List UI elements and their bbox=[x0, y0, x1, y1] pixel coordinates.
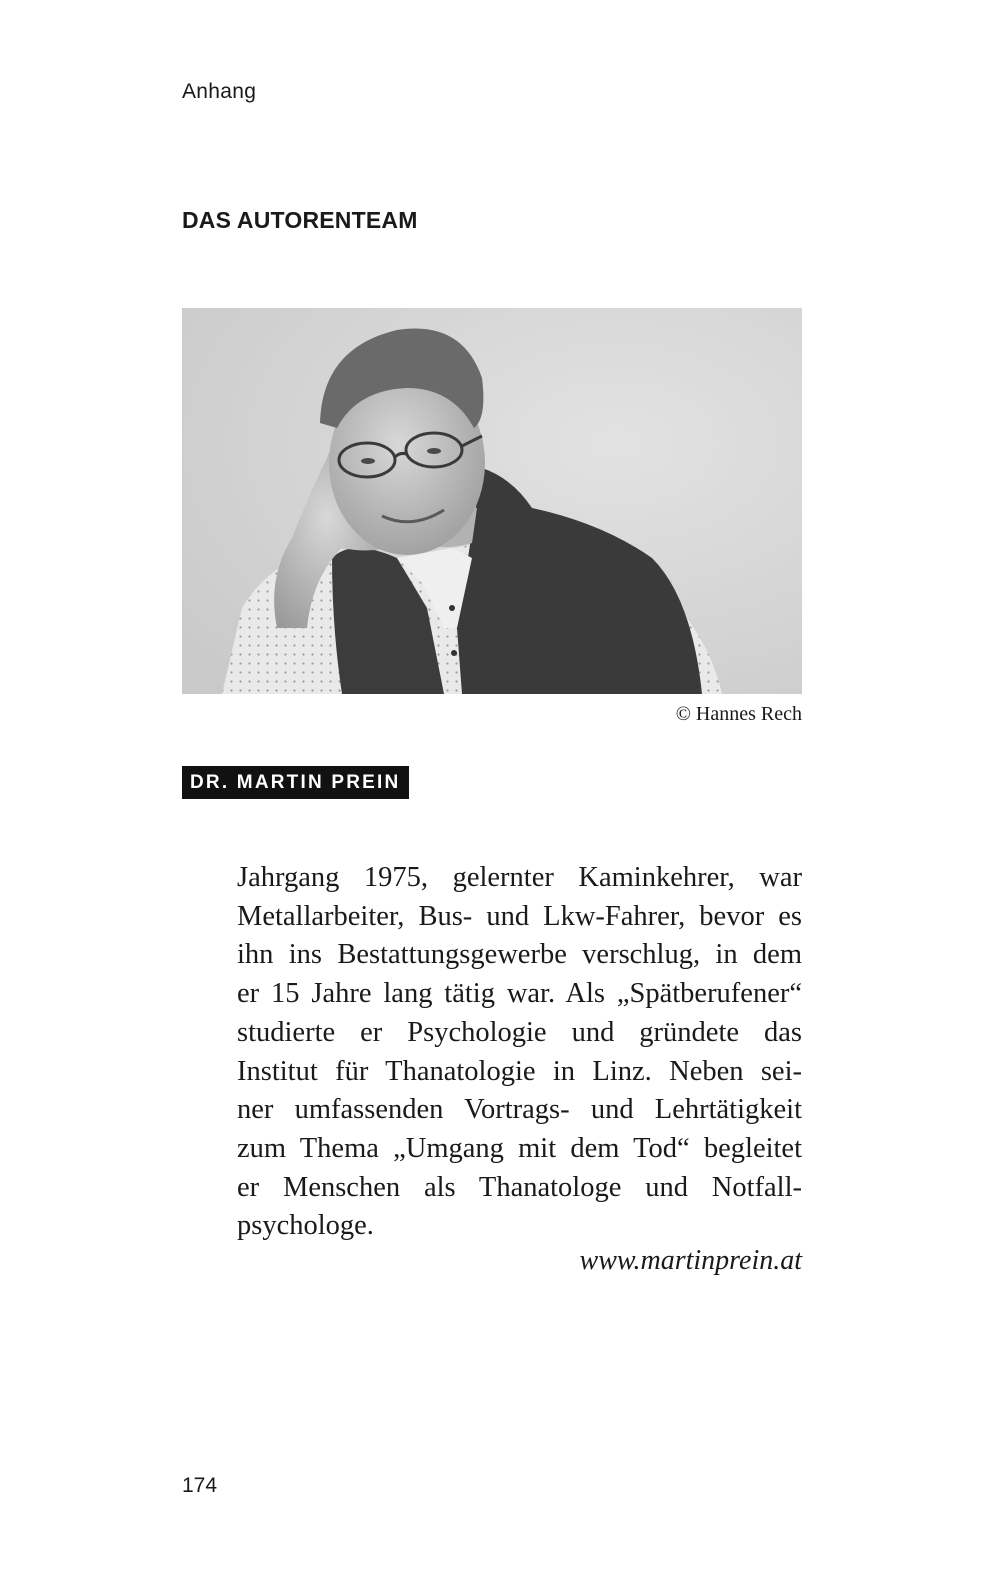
author-bio bbox=[237, 859, 802, 1246]
bio-line: ner umfassenden Vortrags- und Lehrtätigkeit bbox=[237, 1094, 802, 1126]
bio-line: er 15 Jahre lang tätig war. Als „Spätberufener“ bbox=[237, 978, 802, 1010]
bio-line: zum Thema „Umgang mit dem Tod“ begleitet bbox=[237, 1132, 802, 1164]
bio-line: Jahrgang 1975, gelernter Kaminkehrer, war bbox=[237, 862, 802, 893]
photo-credit: © Hannes Rech bbox=[675, 703, 802, 725]
author-photo bbox=[182, 308, 802, 694]
bio-line: ihn ins Bestattungsgewerbe verschlug, in dem bbox=[237, 939, 802, 971]
section-title: DAS AUTORENTEAM bbox=[182, 207, 418, 233]
bio-line: studierte er Psychologie und gründete das bbox=[237, 1016, 802, 1048]
running-head: Anhang bbox=[182, 80, 257, 103]
page-number: 174 bbox=[182, 1474, 218, 1497]
bio-line: Metallarbeiter, Bus- und Lkw-Fahrer, bevor es bbox=[237, 900, 802, 932]
author-website-link[interactable]: www.martinprein.at bbox=[579, 1245, 802, 1276]
bio-line: er Menschen als Thanatologe und Notfall- bbox=[237, 1171, 802, 1203]
author-name-label: DR. MARTIN PREIN bbox=[182, 766, 409, 799]
bio-line: psychologe. bbox=[237, 1210, 374, 1242]
bio-line: Institut für Thanatologie in Linz. Neben sei- bbox=[237, 1055, 802, 1087]
